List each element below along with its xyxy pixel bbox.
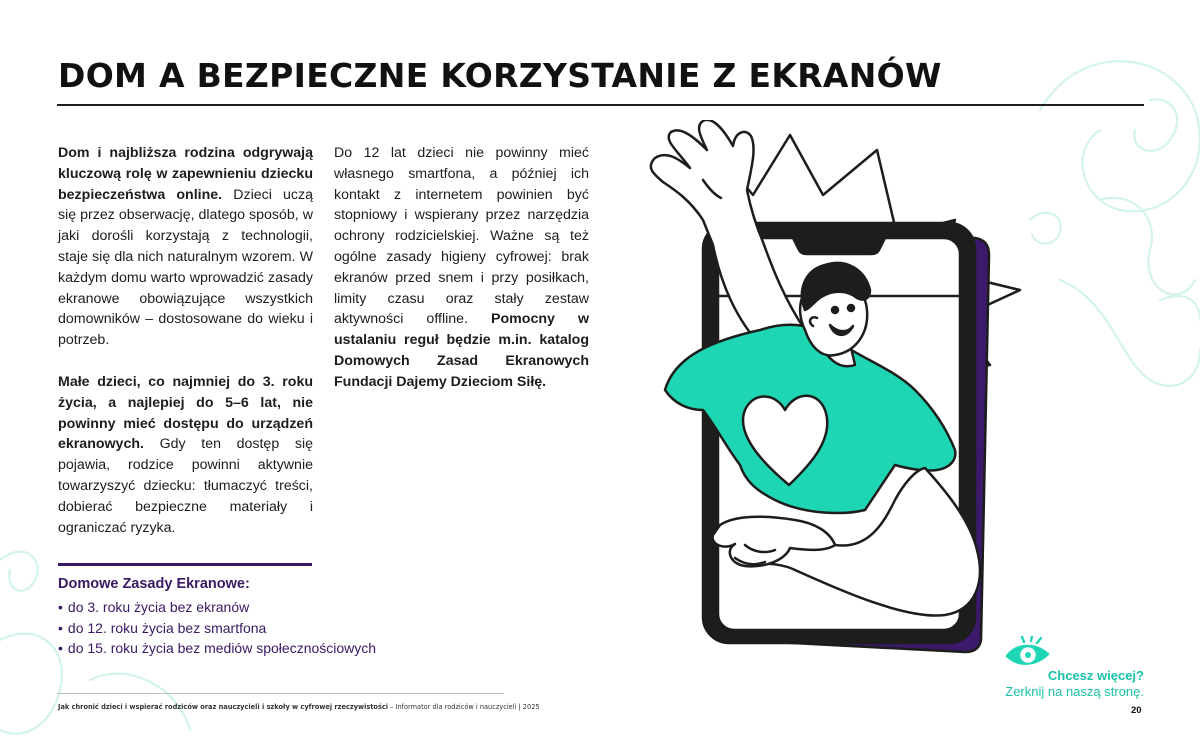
rules-list-item: • do 12. roku życia bez smartfona bbox=[58, 618, 376, 639]
footer-text bbox=[58, 703, 540, 711]
footer-publication: Jak chronić dzieci i wspierać rodziców oraz nauczycieli i szkoły w cyfrowej rzeczywistości bbox=[58, 703, 389, 711]
rules-list-item: • do 15. roku życia bez mediów społecznościowych bbox=[58, 638, 376, 659]
paragraph-emphasis: Pomocny w ustalaniu reguł będzie m.in. katalog Domowych Zasad Ekranowych Fundacji Dajemy Dzieciom Siłę. bbox=[334, 311, 589, 390]
paragraph bbox=[58, 143, 313, 351]
paragraph-lead: Dom i najbliższa rodzina odgrywają kluczową rolę w zapewnieniu dziecku bezpieczeństwa online. bbox=[58, 145, 313, 203]
footer-divider bbox=[57, 693, 504, 694]
paragraph-body: Do 12 lat dzieci nie powinny mieć własnego smartfona, a później ich kontakt z internetem powinien być stopniowy i wspierany przez narzędzia ochrony rodzicielskiej. Ważne są też ogólne zasady higieny cyfrowej: brak ekranów przed snem i przy posiłkach, limity czasu oraz stały zestaw aktywności offline. bbox=[334, 145, 589, 328]
paragraph-lead: Małe dzieci, co najmniej do 3. roku życia, a najlepiej do 5–6 lat, nie powinny mieć dostępu do urządzeń ekranowych. bbox=[58, 373, 313, 453]
footer-subtitle: – Informator dla rodziców i nauczycieli | 2025 bbox=[388, 703, 540, 711]
page-title: DOM A BEZPIECZNE KORZYSTANIE Z EKRANÓW bbox=[58, 56, 942, 95]
rules-box-divider bbox=[58, 563, 312, 566]
rules-list-item: • do 3. roku życia bez ekranów bbox=[58, 597, 376, 618]
paragraph bbox=[58, 372, 313, 538]
rules-box-title: Domowe Zasady Ekranowe: bbox=[58, 576, 250, 592]
eye-icon[interactable] bbox=[1004, 636, 1052, 675]
text-column-right bbox=[334, 143, 589, 393]
cta-heading[interactable]: Chcesz więcej? bbox=[1047, 668, 1144, 683]
paragraph-body: Dzieci uczą się przez obserwację, dlatego sposób, w jaki dorośli korzystają z technologii, staje się dla nich naturalnym wzorem. W każdym domu warto wprowadzić zasady ekranowe obowiązujące wszystkich domowników – dostosowane do wieku i potrzeb. bbox=[58, 186, 314, 349]
person-in-phone-illustration bbox=[585, 120, 1055, 660]
text-column-left bbox=[58, 143, 313, 538]
paragraph-body: Gdy ten dostęp się pojawia, rodzice powinni aktywnie towarzyszyć dziecku: tłumaczyć treści, dobierać bezpieczne materiały i ograniczać ryzyka. bbox=[58, 436, 313, 536]
paragraph bbox=[334, 143, 589, 393]
rules-list bbox=[58, 597, 376, 659]
title-divider bbox=[57, 104, 1144, 106]
page-number: 20 bbox=[1131, 705, 1142, 716]
cta-link[interactable]: Zerknij na naszą stronę. bbox=[1005, 684, 1144, 699]
